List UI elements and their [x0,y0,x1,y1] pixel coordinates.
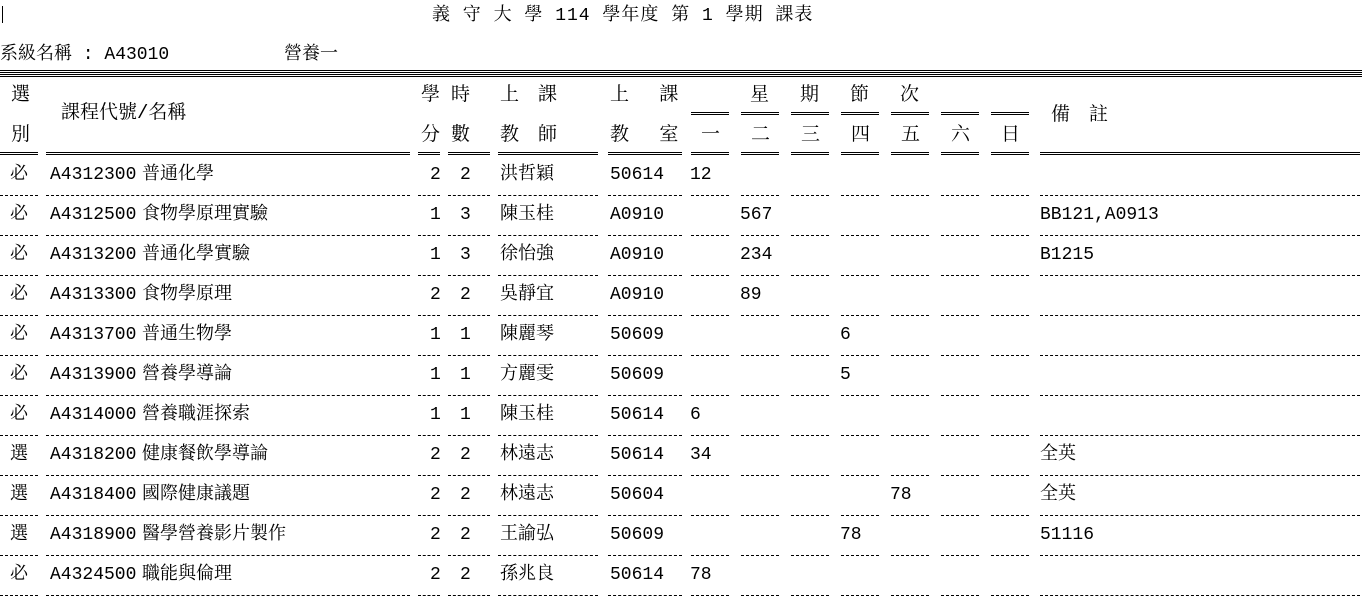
row-separator [498,395,598,396]
row-separator [791,515,829,516]
cell-credit: 1 [430,245,441,265]
cell-hours: 1 [460,325,471,345]
row-separator [498,195,598,196]
cell-fri: 78 [890,485,912,505]
day-rule-wed [791,112,829,115]
header-type-bottom: 別 [11,124,31,146]
row-separator [1040,515,1360,516]
header-teacher-top: 上 課 [500,84,558,106]
page-title: 義 守 大 學 114 學年度 第 1 學期 課表 [432,6,814,26]
cell-note: 全英 [1040,445,1076,465]
row-separator [46,315,410,316]
cell-type: 必 [10,325,28,345]
header-day-sat: 六 [951,124,971,146]
cell-hours: 2 [460,525,471,545]
row-separator [1040,555,1360,556]
row-separator [46,435,410,436]
cell-name: 醫學營養影片製作 [142,525,286,545]
cell-room: 50614 [610,165,665,185]
cell-credit: 2 [430,165,441,185]
cell-credit: 2 [430,525,441,545]
row-separator [941,475,979,476]
header-week-4: 次 [900,84,920,106]
header-week-3: 節 [850,84,870,106]
header-bottom-rule-teacher [498,152,598,155]
cell-mon: 6 [690,405,701,425]
row-separator [791,555,829,556]
row-separator [741,475,779,476]
row-separator [841,395,879,396]
row-separator [418,195,440,196]
row-separator [891,315,929,316]
row-separator [608,515,682,516]
row-separator [941,515,979,516]
row-separator [891,395,929,396]
header-room-bottom: 教 室 [610,124,679,146]
header-bottom-rule-note [1040,152,1360,155]
cell-hours: 2 [460,485,471,505]
row-separator [498,515,598,516]
row-separator [1040,315,1360,316]
cell-name: 國際健康議題 [142,485,250,505]
row-separator [891,595,929,596]
row-separator [0,355,38,356]
row-separator [941,315,979,316]
dept-name: 營養一 [284,45,338,65]
row-separator [448,515,490,516]
row-separator [0,555,38,556]
header-day-thu: 四 [851,124,871,146]
row-separator [46,235,410,236]
row-separator [941,395,979,396]
row-separator [498,355,598,356]
row-separator [691,515,729,516]
header-course: 課程代號/名稱 [61,102,187,124]
cell-tue: 89 [740,285,762,305]
cell-teacher: 林遠志 [500,445,554,465]
cell-teacher: 陳玉桂 [500,405,554,425]
row-separator [46,515,410,516]
row-separator [691,195,729,196]
cell-thu: 78 [840,525,862,545]
cell-credit: 1 [430,405,441,425]
cell-teacher: 孫兆良 [500,565,554,585]
header-bottom-rule-sat [941,152,979,155]
day-rule-sat [941,112,979,115]
row-separator [741,515,779,516]
cell-room: 50614 [610,565,665,585]
dept-label: 系級名稱 : A43010 [0,45,170,65]
cell-hours: 2 [460,165,471,185]
cell-credit: 1 [430,325,441,345]
row-separator [991,195,1029,196]
header-bottom-rule-tue [741,152,779,155]
row-separator [691,355,729,356]
header-credit-bottom: 分 [421,124,441,146]
cell-type: 必 [10,565,28,585]
row-separator [991,595,1029,596]
row-separator [991,475,1029,476]
cell-name: 食物學原理實驗 [142,205,268,225]
cell-code: A4312500 [50,205,137,225]
cell-code: A4312300 [50,165,137,185]
cell-type: 必 [10,165,28,185]
cell-teacher: 洪哲穎 [500,165,554,185]
row-separator [891,435,929,436]
row-separator [991,275,1029,276]
header-top-rule [0,70,1362,73]
row-separator [46,355,410,356]
header-bottom-rule-thu [841,152,879,155]
row-separator [448,235,490,236]
row-separator [891,555,929,556]
row-separator [448,315,490,316]
row-separator [891,235,929,236]
row-separator [1040,355,1360,356]
header-bottom-rule-credit [418,152,440,155]
row-separator [991,315,1029,316]
cell-type: 選 [10,485,28,505]
row-separator [1040,475,1360,476]
day-rule-tue [741,112,779,115]
row-separator [448,395,490,396]
header-teacher-bottom: 教 師 [500,124,558,146]
row-separator [418,355,440,356]
cell-name: 普通化學 [142,165,214,185]
cell-note: BB121,A0913 [1040,205,1159,225]
cell-mon: 78 [690,565,712,585]
cell-tue: 567 [740,205,773,225]
row-separator [448,595,490,596]
row-separator [691,595,729,596]
row-separator [498,235,598,236]
row-separator [608,435,682,436]
row-separator [418,435,440,436]
cell-note: 51116 [1040,525,1095,545]
cell-hours: 3 [460,245,471,265]
row-separator [841,475,879,476]
row-separator [418,275,440,276]
cell-name: 普通化學實驗 [142,245,250,265]
row-separator [608,235,682,236]
cell-hours: 2 [460,445,471,465]
row-separator [418,515,440,516]
row-separator [741,595,779,596]
cell-room: A0910 [610,205,665,225]
row-separator [608,555,682,556]
cell-code: A4324500 [50,565,137,585]
row-separator [691,315,729,316]
cell-type: 必 [10,245,28,265]
day-rule-thu [841,112,879,115]
header-hours-bottom: 數 [451,124,471,146]
row-separator [791,235,829,236]
row-separator [941,435,979,436]
cell-code: A4313700 [50,325,137,345]
row-separator [0,195,38,196]
cell-code: A4314000 [50,405,137,425]
row-separator [418,475,440,476]
row-separator [791,475,829,476]
cell-name: 普通生物學 [142,325,232,345]
row-separator [608,355,682,356]
header-room-top: 上 課 [610,84,679,106]
cell-teacher: 吳靜宜 [500,285,554,305]
header-bottom-rule-sun [991,152,1029,155]
row-separator [941,595,979,596]
row-separator [608,195,682,196]
header-bottom-rule-fri [891,152,929,155]
cell-credit: 1 [430,365,441,385]
cell-hours: 2 [460,285,471,305]
row-separator [1040,435,1360,436]
row-separator [741,355,779,356]
row-separator [841,515,879,516]
row-separator [891,275,929,276]
cell-room: 50609 [610,525,665,545]
row-separator [418,595,440,596]
row-separator [791,195,829,196]
row-separator [991,555,1029,556]
cell-note: 全英 [1040,485,1076,505]
row-separator [448,195,490,196]
row-separator [691,555,729,556]
cell-room: A0910 [610,285,665,305]
cell-type: 選 [10,445,28,465]
day-rule-fri [891,112,929,115]
cell-teacher: 方麗雯 [500,365,554,385]
row-separator [841,275,879,276]
day-rule-mon [691,112,729,115]
row-separator [448,435,490,436]
row-separator [1040,595,1360,596]
header-hours-top: 時 [451,84,471,106]
row-separator [841,435,879,436]
cell-mon: 34 [690,445,712,465]
row-separator [741,315,779,316]
cell-room: 50604 [610,485,665,505]
cell-credit: 2 [430,285,441,305]
row-separator [791,315,829,316]
row-separator [498,435,598,436]
row-separator [1040,195,1360,196]
row-separator [0,315,38,316]
row-separator [841,355,879,356]
cell-note: B1215 [1040,245,1095,265]
row-separator [1040,395,1360,396]
row-separator [691,475,729,476]
cell-teacher: 徐怡強 [500,245,554,265]
row-separator [418,315,440,316]
row-separator [448,555,490,556]
row-separator [0,475,38,476]
row-separator [448,355,490,356]
row-separator [941,355,979,356]
row-separator [691,235,729,236]
row-separator [691,435,729,436]
cell-hours: 3 [460,205,471,225]
row-separator [841,195,879,196]
row-separator [941,235,979,236]
row-separator [418,395,440,396]
header-bottom-rule-type [0,152,38,155]
row-separator [791,435,829,436]
row-separator [0,235,38,236]
cell-thu: 5 [840,365,851,385]
row-separator [46,555,410,556]
row-separator [741,275,779,276]
row-separator [0,515,38,516]
row-separator [448,475,490,476]
row-separator [608,395,682,396]
cell-code: A4318400 [50,485,137,505]
day-rule-sun [991,112,1029,115]
header-type-top: 選 [11,84,31,106]
cell-name: 健康餐飲學導論 [142,445,268,465]
cell-type: 必 [10,285,28,305]
cell-hours: 1 [460,365,471,385]
row-separator [891,475,929,476]
cell-teacher: 陳麗琴 [500,325,554,345]
row-separator [791,395,829,396]
row-separator [691,275,729,276]
cell-room: 50609 [610,365,665,385]
cell-credit: 2 [430,565,441,585]
row-separator [46,395,410,396]
cell-type: 必 [10,365,28,385]
cell-code: A4313200 [50,245,137,265]
header-day-fri: 五 [901,124,921,146]
row-separator [991,395,1029,396]
row-separator [791,595,829,596]
cell-code: A4313300 [50,285,137,305]
row-separator [418,555,440,556]
cell-mon: 12 [690,165,712,185]
row-separator [46,475,410,476]
row-separator [991,355,1029,356]
cell-hours: 1 [460,405,471,425]
header-day-mon: 一 [701,124,721,146]
header-bottom-rule-course [46,152,410,155]
cell-credit: 2 [430,485,441,505]
header-top-rule-2 [0,74,1362,77]
row-separator [991,515,1029,516]
row-separator [991,435,1029,436]
row-separator [498,555,598,556]
cell-teacher: 陳玉桂 [500,205,554,225]
header-bottom-rule-room [608,152,682,155]
row-separator [498,315,598,316]
header-week-1: 星 [750,84,770,106]
row-separator [1040,275,1360,276]
row-separator [46,595,410,596]
cell-room: 50609 [610,325,665,345]
row-separator [891,515,929,516]
row-separator [791,355,829,356]
text-cursor [2,6,3,23]
header-bottom-rule-wed [791,152,829,155]
row-separator [841,555,879,556]
cell-type: 選 [10,525,28,545]
row-separator [741,435,779,436]
row-separator [991,235,1029,236]
cell-name: 職能與倫理 [142,565,232,585]
header-bottom-rule-hours [448,152,490,155]
cell-teacher: 林遠志 [500,485,554,505]
row-separator [791,275,829,276]
row-separator [941,195,979,196]
cell-credit: 1 [430,205,441,225]
row-separator [498,475,598,476]
cell-credit: 2 [430,445,441,465]
row-separator [741,195,779,196]
cell-name: 食物學原理 [142,285,232,305]
header-day-tue: 二 [751,124,771,146]
cell-code: A4313900 [50,365,137,385]
header-day-sun: 日 [1001,124,1021,146]
row-separator [0,275,38,276]
cell-room: 50614 [610,445,665,465]
cell-hours: 2 [460,565,471,585]
row-separator [0,435,38,436]
cell-teacher: 王諭弘 [500,525,554,545]
row-separator [741,395,779,396]
row-separator [841,315,879,316]
cell-type: 必 [10,205,28,225]
row-separator [941,555,979,556]
row-separator [448,275,490,276]
row-separator [46,275,410,276]
cell-room: A0910 [610,245,665,265]
row-separator [891,355,929,356]
header-week-2: 期 [800,84,820,106]
cell-thu: 6 [840,325,851,345]
row-separator [608,315,682,316]
header-bottom-rule-mon [691,152,729,155]
row-separator [608,275,682,276]
cell-code: A4318200 [50,445,137,465]
row-separator [608,595,682,596]
cell-type: 必 [10,405,28,425]
cell-name: 營養學導論 [142,365,232,385]
row-separator [1040,235,1360,236]
header-day-wed: 三 [801,124,821,146]
row-separator [498,595,598,596]
header-note: 備 註 [1051,104,1109,126]
header-credit-top: 學 [421,84,441,106]
row-separator [941,275,979,276]
row-separator [891,195,929,196]
row-separator [841,595,879,596]
cell-room: 50614 [610,405,665,425]
row-separator [498,275,598,276]
row-separator [741,235,779,236]
row-separator [46,195,410,196]
row-separator [0,395,38,396]
row-separator [0,595,38,596]
cell-code: A4318900 [50,525,137,545]
row-separator [741,555,779,556]
cell-name: 營養職涯探索 [142,405,250,425]
row-separator [691,395,729,396]
row-separator [608,475,682,476]
row-separator [418,235,440,236]
cell-tue: 234 [740,245,773,265]
row-separator [841,235,879,236]
